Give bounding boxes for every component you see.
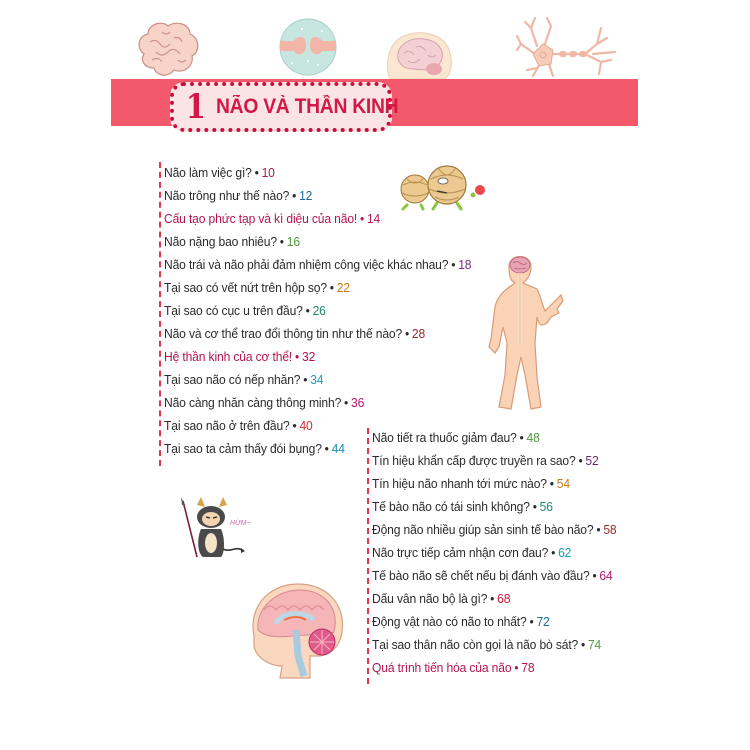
neuron-icon bbox=[515, 14, 619, 80]
toc-item-page: 48 bbox=[526, 431, 540, 445]
bullet: • bbox=[532, 500, 537, 514]
toc-item-title: Não làm việc gì? bbox=[164, 166, 252, 180]
bullet: • bbox=[303, 373, 308, 387]
chapter-title-box bbox=[170, 82, 399, 132]
bullet: • bbox=[549, 477, 554, 491]
toc-item-title: Não tiết ra thuốc giảm đau? bbox=[372, 431, 517, 445]
toc-left-column bbox=[159, 162, 479, 466]
toc-item-page: 36 bbox=[351, 396, 365, 410]
toc-item[interactable] bbox=[164, 257, 471, 273]
toc-item[interactable] bbox=[164, 211, 380, 227]
bullet: • bbox=[279, 235, 284, 249]
toc-right-divider bbox=[367, 428, 369, 684]
toc-item[interactable] bbox=[164, 280, 350, 296]
bullet: • bbox=[292, 189, 297, 203]
toc-item-page: 72 bbox=[536, 615, 550, 629]
toc-item-page: 12 bbox=[299, 189, 313, 203]
chapter-title: NÃO VÀ THẦN KINH bbox=[215, 95, 399, 118]
toc-item-title: Dấu vân não bộ là gì? bbox=[372, 592, 488, 606]
toc-item[interactable] bbox=[372, 430, 540, 446]
toc-item-title: Tại sao có vết nứt trên hộp sọ? bbox=[164, 281, 327, 295]
bullet: • bbox=[578, 454, 583, 468]
toc-item-title: Não trông như thế nào? bbox=[164, 189, 290, 203]
toc-item-page: 16 bbox=[286, 235, 300, 249]
bullet: • bbox=[519, 431, 524, 445]
toc-item[interactable] bbox=[164, 372, 323, 388]
toc-item-page: 10 bbox=[261, 166, 275, 180]
toc-item[interactable] bbox=[372, 476, 570, 492]
toc-item-page: 40 bbox=[299, 419, 313, 433]
toc-item-page: 62 bbox=[558, 546, 572, 560]
toc-item-page: 18 bbox=[458, 258, 472, 272]
bullet: • bbox=[490, 592, 495, 606]
toc-item[interactable] bbox=[372, 522, 616, 538]
toc-item[interactable] bbox=[372, 568, 613, 584]
bullet: • bbox=[324, 442, 329, 456]
toc-item-page: 52 bbox=[585, 454, 599, 468]
toc-item-page: 26 bbox=[312, 304, 326, 318]
bullet: • bbox=[329, 281, 334, 295]
toc-item-title: Tại sao não ở trên đầu? bbox=[164, 419, 290, 433]
bullet: • bbox=[514, 661, 519, 675]
toc-item[interactable] bbox=[372, 591, 510, 607]
toc-item[interactable] bbox=[372, 453, 599, 469]
bullet: • bbox=[551, 546, 556, 560]
bullet: • bbox=[580, 638, 586, 652]
bullet: • bbox=[295, 350, 300, 364]
bullet: • bbox=[254, 166, 259, 180]
toc-item-title: Tín hiệu khẩn cấp được truyền ra sao? bbox=[372, 454, 576, 468]
toc-item-page: 56 bbox=[539, 500, 553, 514]
toc-item-title: Tại sao não có nếp nhăn? bbox=[164, 373, 301, 387]
toc-item[interactable] bbox=[164, 234, 300, 250]
bullet: • bbox=[596, 523, 601, 537]
toc-item[interactable] bbox=[372, 499, 553, 515]
toc-item-title: Hệ thần kinh của cơ thể! bbox=[164, 350, 293, 364]
bullet: • bbox=[592, 569, 597, 583]
toc-item-page: 28 bbox=[411, 327, 426, 341]
toc-item-title: Tại sao thân não còn gọi là não bò sát? bbox=[372, 638, 579, 652]
toc-item-page: 78 bbox=[521, 661, 535, 675]
toc-item[interactable] bbox=[372, 660, 534, 676]
toc-item-page: 68 bbox=[497, 592, 511, 606]
toc-item-page: 74 bbox=[587, 638, 602, 652]
devil-character-illustration bbox=[175, 497, 251, 563]
toc-item[interactable] bbox=[164, 395, 364, 411]
bullet: • bbox=[305, 304, 310, 318]
toc-item-page: 32 bbox=[302, 350, 316, 364]
toc-item[interactable] bbox=[372, 545, 571, 561]
toc-item-page: 22 bbox=[336, 281, 350, 295]
bullet: • bbox=[529, 615, 534, 629]
bullet: • bbox=[360, 212, 365, 226]
toc-item-page: 14 bbox=[366, 212, 381, 226]
toc-item[interactable] bbox=[164, 188, 312, 204]
toc-item-page: 44 bbox=[331, 442, 345, 456]
toc-item-title: Cấu tạo phức tạp và kì diệu của não! bbox=[164, 212, 358, 226]
nervous-system-body-illustration bbox=[479, 247, 569, 417]
toc-left-divider bbox=[159, 162, 161, 466]
toc-item-title: Tín hiệu não nhanh tới mức nào? bbox=[372, 477, 547, 491]
toc-item-title: Động vật nào có não to nhất? bbox=[372, 615, 527, 629]
toc-item-title: Quá trình tiến hóa của não bbox=[372, 661, 512, 675]
toc-item-title: Tế bào não sẽ chết nếu bị đánh vào đầu? bbox=[372, 569, 590, 583]
bullet: • bbox=[292, 419, 297, 433]
toc-item[interactable] bbox=[164, 441, 345, 457]
toc-item-title: Não càng nhăn càng thông minh? bbox=[164, 396, 342, 410]
toc-item[interactable] bbox=[164, 303, 326, 319]
toc-right-column bbox=[367, 428, 647, 684]
toc-item-page: 58 bbox=[603, 523, 617, 537]
toc-item-title: Tế bào não có tái sinh không? bbox=[372, 500, 530, 514]
bullet: • bbox=[451, 258, 456, 272]
toc-item-title: Động não nhiều giúp sản sinh tế bào não? bbox=[372, 523, 594, 537]
toc-item[interactable] bbox=[164, 349, 315, 365]
toc-item[interactable] bbox=[164, 165, 275, 181]
toc-item[interactable] bbox=[164, 418, 313, 434]
toc-item-page: 34 bbox=[310, 373, 324, 387]
synapse-icon bbox=[278, 17, 338, 77]
brain-cross-section-illustration bbox=[248, 580, 348, 680]
toc-item-title: Tại sao ta cảm thấy đói bụng? bbox=[164, 442, 322, 456]
toc-item-page: 64 bbox=[599, 569, 613, 583]
bullet: • bbox=[404, 327, 410, 341]
toc-item-title: Não trực tiếp cảm nhận cơn đau? bbox=[372, 546, 549, 560]
chapter-number: 1 bbox=[185, 87, 206, 127]
bullet: • bbox=[344, 396, 349, 410]
toc-item-title: Não nặng bao nhiêu? bbox=[164, 235, 277, 249]
toc-item-page: 54 bbox=[556, 477, 570, 491]
toc-item[interactable] bbox=[372, 614, 550, 630]
brain-icon bbox=[134, 18, 202, 82]
head-brain-icon bbox=[384, 29, 456, 79]
toc-item-title: Não và cơ thể trao đổi thông tin như thế nào? bbox=[164, 327, 403, 341]
toc-item-title: Não trái và não phải đảm nhiệm công việc khác nhau? bbox=[164, 258, 449, 272]
toc-item[interactable] bbox=[372, 637, 601, 653]
toc-item[interactable] bbox=[164, 326, 425, 342]
toc-item-title: Tại sao có cục u trên đầu? bbox=[164, 304, 303, 318]
devil-caption: HỪM~ bbox=[230, 520, 251, 527]
